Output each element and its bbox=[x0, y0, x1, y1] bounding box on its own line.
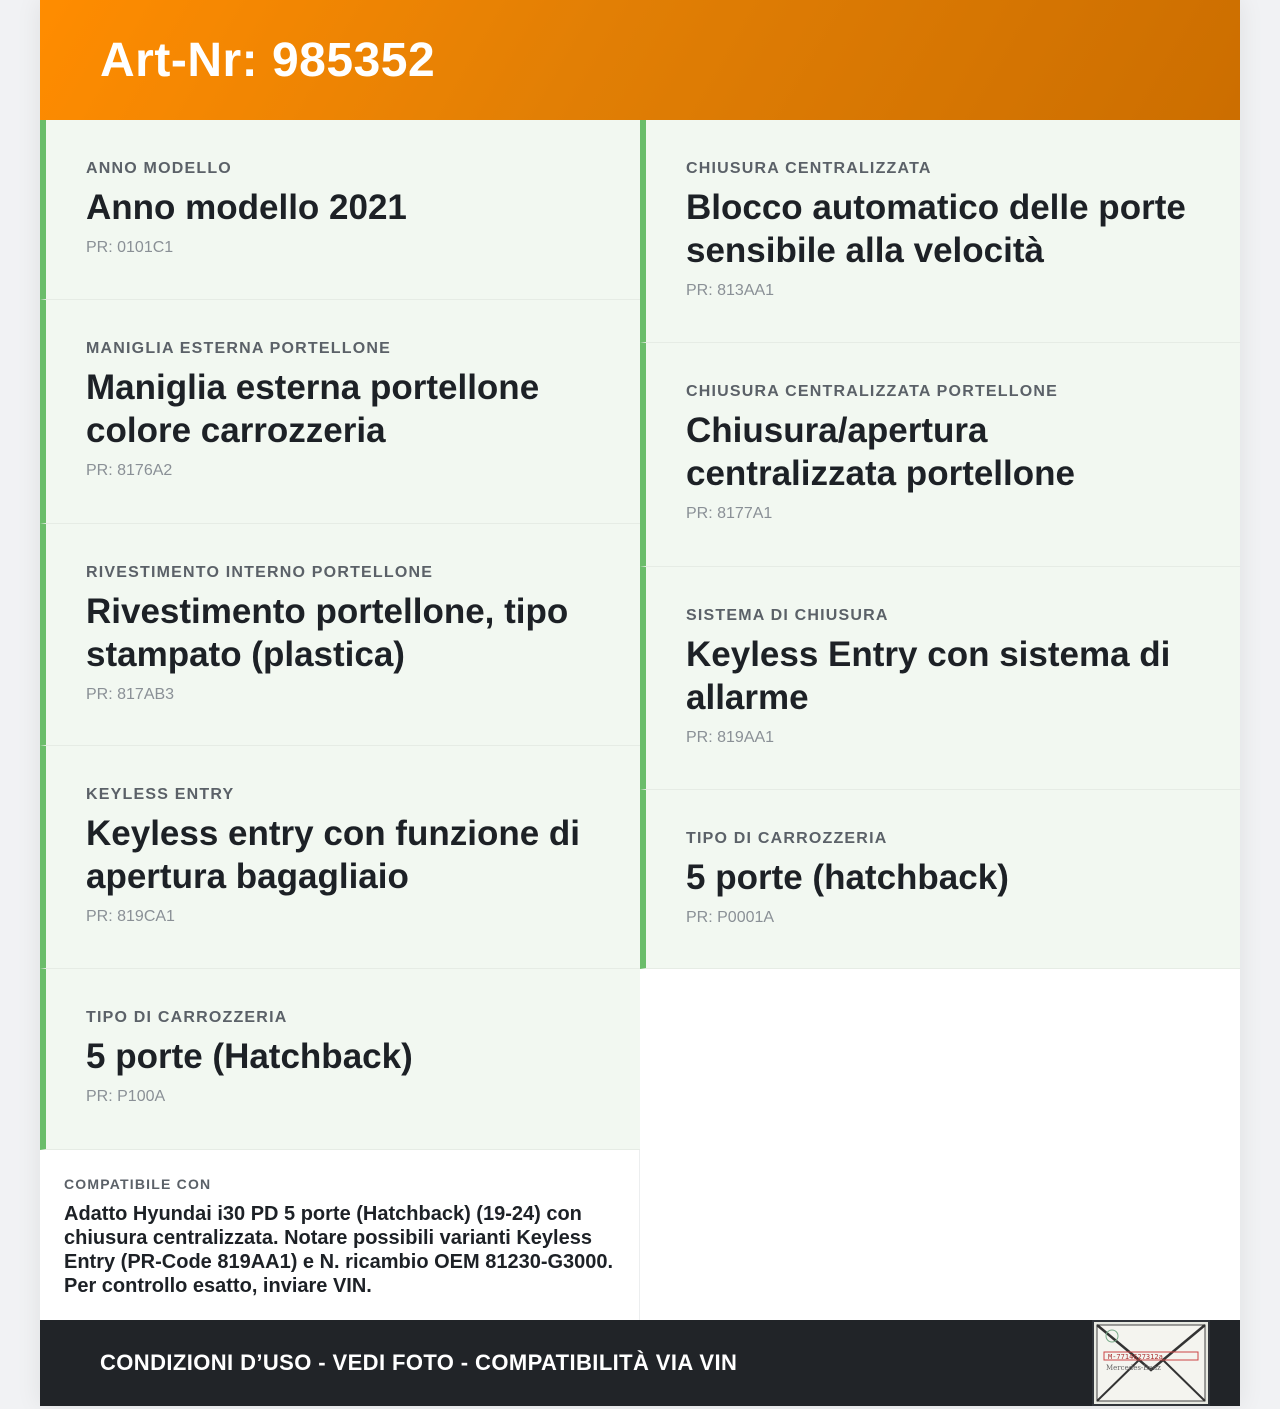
envelope-stamp-image bbox=[1092, 1320, 1210, 1406]
card-title: Keyless Entry con sistema di allarme bbox=[686, 635, 1171, 717]
card-pr-code: PR: P100A bbox=[86, 1088, 166, 1106]
card-title: 5 porte (Hatchback) bbox=[86, 1037, 413, 1077]
card-pr-code: PR: 819AA1 bbox=[686, 729, 775, 746]
feature-card bbox=[640, 567, 1240, 790]
card-pr-code: PR: 813AA1 bbox=[686, 282, 775, 299]
footer-separator: - bbox=[311, 1350, 333, 1375]
card-pr-code: PR: 817AB3 bbox=[86, 685, 175, 703]
card-category: SISTEMA DI CHIUSURA bbox=[686, 607, 889, 624]
vin-compatibility-link[interactable]: COMPATIBILITÀ VIA VIN bbox=[475, 1350, 738, 1375]
card-category: ANNO MODELLO bbox=[86, 160, 232, 177]
feature-card bbox=[40, 120, 640, 300]
footer-separator: - bbox=[454, 1350, 476, 1375]
article-number-title: Art-Nr: 985352 bbox=[100, 33, 436, 87]
product-sheet bbox=[40, 0, 1240, 1406]
card-title: 5 porte (hatchback) bbox=[686, 858, 1009, 897]
card-category: KEYLESS ENTRY bbox=[86, 786, 235, 804]
features-grid bbox=[40, 120, 1240, 1320]
feature-card bbox=[40, 746, 640, 969]
stamp-code: M-7714627312a bbox=[1108, 1353, 1163, 1361]
card-pr-code: PR: 8177A1 bbox=[686, 505, 773, 522]
card-pr-code: PR: 8176A2 bbox=[86, 461, 173, 479]
header-bar bbox=[40, 0, 1240, 120]
card-category: CHIUSURA CENTRALIZZATA bbox=[686, 160, 932, 177]
card-title: Chiusura/apertura centralizzata portellone bbox=[686, 411, 1075, 493]
feature-card bbox=[40, 969, 640, 1150]
footer-bar bbox=[40, 1320, 1240, 1406]
left-column bbox=[40, 120, 640, 1320]
card-category: RIVESTIMENTO INTERNO PORTELLONE bbox=[86, 563, 434, 581]
card-title: Blocco automatico delle porte sensibile alla velocità bbox=[686, 188, 1186, 270]
card-title: Rivestimento portellone, tipo stampato (plastica) bbox=[86, 591, 569, 674]
compat-label: COMPATIBILE CON bbox=[64, 1176, 212, 1193]
envelope-icon bbox=[1094, 1322, 1208, 1404]
compat-text: Adatto Hyundai i30 PD 5 porte (Hatchback) (19-24) con chiusura centralizzata. Notare possibili varianti Keyless Entry (PR-Code 819AA1) e N. ricambio OEM 81230-G3000. Per controllo esatto, inviare VIN. bbox=[64, 1203, 614, 1298]
feature-card bbox=[640, 120, 1240, 343]
card-pr-code: PR: 0101C1 bbox=[86, 239, 174, 256]
feature-card bbox=[40, 300, 640, 524]
card-category: TIPO DI CARROZZERIA bbox=[686, 830, 888, 847]
card-title: Anno modello 2021 bbox=[86, 188, 407, 227]
card-category: CHIUSURA CENTRALIZZATA PORTELLONE bbox=[686, 383, 1059, 400]
stamp-brand: Mercedes-Benz bbox=[1106, 1364, 1161, 1372]
card-category: MANIGLIA ESTERNA PORTELLONE bbox=[86, 339, 391, 357]
card-pr-code: PR: 819CA1 bbox=[86, 908, 175, 926]
card-category: TIPO DI CARROZZERIA bbox=[86, 1009, 288, 1027]
feature-card bbox=[640, 790, 1240, 969]
compatibility-section bbox=[40, 1150, 640, 1320]
terms-link[interactable]: CONDIZIONI D’USO bbox=[100, 1350, 312, 1375]
card-title: Keyless entry con funzione di apertura bagagliaio bbox=[86, 814, 580, 897]
card-title: Maniglia esterna portellone colore carrozzeria bbox=[86, 367, 540, 450]
feature-card bbox=[40, 524, 640, 747]
footer-links bbox=[100, 1350, 737, 1376]
card-pr-code: PR: P0001A bbox=[686, 909, 775, 926]
feature-card bbox=[640, 343, 1240, 567]
right-column bbox=[640, 120, 1240, 1320]
view-photos-link[interactable]: VEDI FOTO bbox=[332, 1350, 455, 1375]
